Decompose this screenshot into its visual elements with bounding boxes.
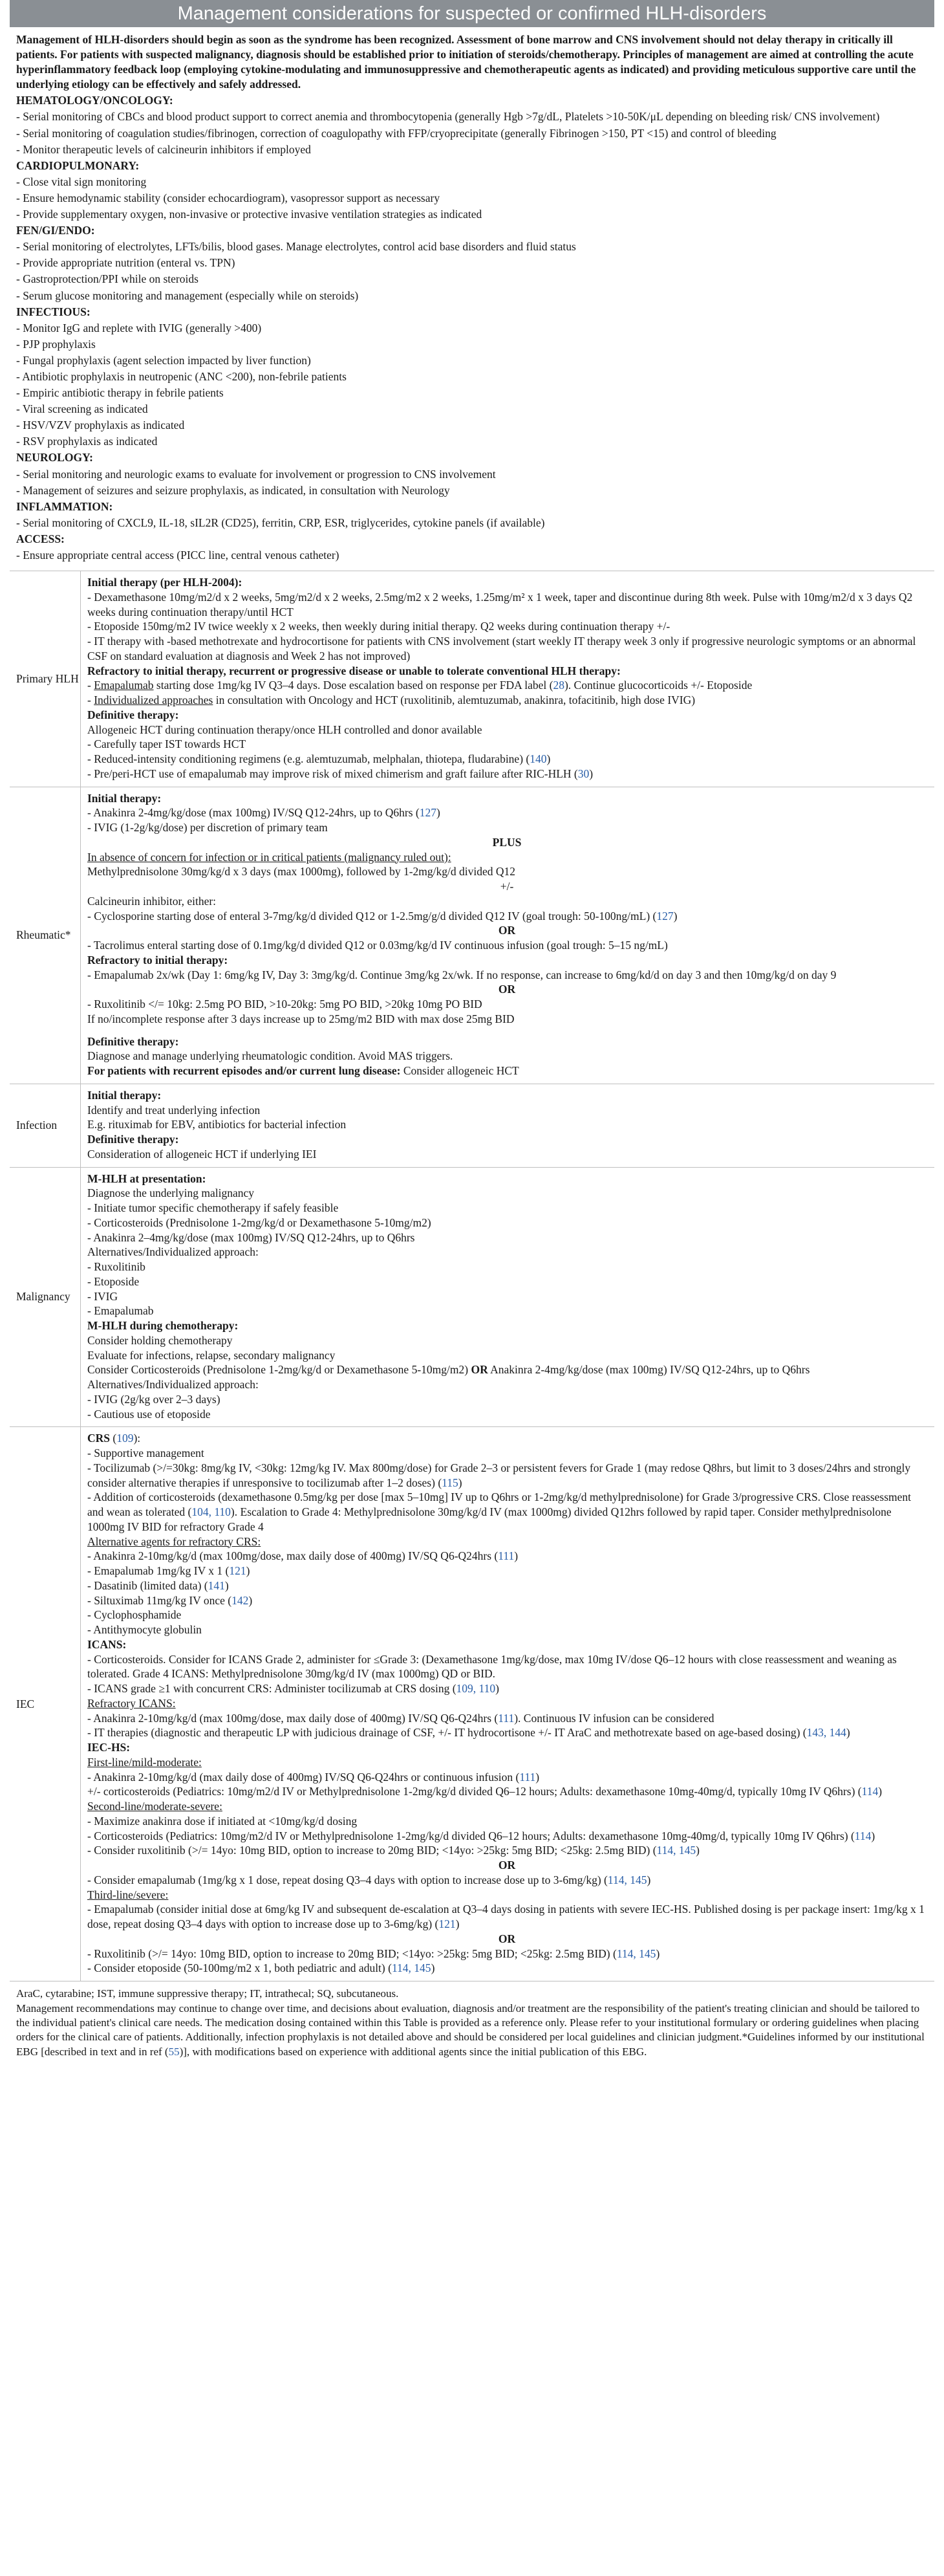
ref-link[interactable]: 111 bbox=[498, 1711, 515, 1725]
individualized-link[interactable]: Individualized approaches bbox=[94, 693, 213, 707]
ref-link[interactable]: 141 bbox=[208, 1578, 225, 1592]
table-title: Management considerations for suspected or confirmed HLH-disorders bbox=[10, 0, 934, 27]
general-infectious: INFECTIOUS: - Monitor IgG and replete with IVIG (generally >400) - PJP prophylaxis - Fungal prophylaxis (agent selection impacted by liver function) - Antibiotic prophylaxis in neutropenic (ANC <200), non-febrile patients - Empiric antibiotic therapy in febrile patients - Viral screening as indicated - HSV/VZV prophylaxis as indicated - RSV prophylaxis as indicated bbox=[16, 305, 347, 448]
row-primary-hlh: Primary HLH Initial therapy (per HLH-2004): - Dexamethasone 10mg/m2/d x 2 weeks, 5mg/m2/d x 2 weeks, 2.5mg/m2 x 2 weeks, 1.25mg/m² x 1 week, taper and discontinue during 8th week. Pulse with 10mg/m2/d x 3 days Q2 weeks during continuation therapy/until HCT - Etoposide 150mg/m2 IV twice weekly x 2 weeks, then weekly during initial therapy. Q2 weeks during continuation therapy +/- - IT therapy with -based methotrexate and hydrocortisone for patients with CNS involvement (start weekly IT therapy week 3 only if progressive neurologic symptoms or an abnormal CSF on standard evaluation at diagnosis and Week 2 has not improved) Refractory to initial therapy, recurrent or progressive disease or unable to tolerate conventional HLH therapy: - Emapalumab starting dose 1mg/kg IV Q3–4 days. Dose escalation based on response per FDA label (28). Continue glucocorticoids +/- Etoposide - Individualized approaches in consultation with Oncology and HCT (ruxolitinib, alemtuzumab, anakinra, tofacitinib, high dose IVIG) Definitive therapy: Allogeneic HCT during continuation therapy/once HLH controlled and donor available - Carefully taper IST towards HCT - Reduced-intensity conditioning regimens (e.g. alemtuzumab, melphalan, thiotepa, fludarabine) (140) - Pre/peri-HCT use of emapalumab may improve risk of mixed chimerism and graft failure after RIC-HLH (30) bbox=[10, 571, 934, 787]
general-cardio: CARDIOPULMONARY: - Close vital sign monitoring - Ensure hemodynamic stability (consider echocardiogram), vasopressor support as necessary - Provide supplementary oxygen, non-invasive or protective invasive ventilation strategies as indicated bbox=[16, 158, 482, 221]
ref-link[interactable]: 140 bbox=[530, 752, 547, 766]
general-fen: FEN/GI/ENDO: - Serial monitoring of electrolytes, LFTs/bilis, blood gases. Manage electrolytes, control acid base disorders and fluid status - Provide appropriate nutrition (enteral vs. TPN) - Gastroprotection/PPI while on steroids - Serum glucose monitoring and management (especially while on steroids) bbox=[16, 224, 576, 302]
general-heme: HEMATOLOGY/ONCOLOGY: - Serial monitoring of CBCs and blood product support to correct anemia and thrombocytopenia (generally Hgb >7g/dL, Platelets >10-50K/μL depending on bleeding risk/ CNS involvement) - Serial monitoring of coagulation studies/fibrinogen, correction of coagulopathy with FFP/cryoprecipitate (generally Fibrinogen >150, PT <15) and control of bleeding - Monitor therapeutic levels of calcineurin inhibitors if employed bbox=[16, 94, 880, 156]
row-label: Primary HLH bbox=[10, 571, 81, 787]
ref-link[interactable]: 104, 110 bbox=[191, 1505, 231, 1519]
ref-link[interactable]: 121 bbox=[438, 1917, 456, 1931]
row-label: Malignancy bbox=[10, 1168, 81, 1427]
general-neurology: NEUROLOGY: - Serial monitoring and neurologic exams to evaluate for involvement or progression to CNS involvement - Management of seizures and seizure prophylaxis, as indicated, in consultation with Neurology bbox=[16, 451, 496, 497]
row-label: IEC bbox=[10, 1427, 81, 1981]
intro-text: Management of HLH-disorders should begin as soon as the syndrome has been recognized. Assessment of bone marrow and CNS involvement should not delay therapy in critically ill patients. For patients with suspected malignancy, diagnosis should be established prior to initiation of steroids/chemotherapy. Principles of management are aimed at controlling the acute hyperinflammatory feedback loop (employing cytokine-modulating and immunosuppressive and chemotherapeutic agents as indicated) and providing meticulous supportive care until the underlying etiology can be effectively and safely addressed. bbox=[16, 33, 916, 91]
row-malignancy: Malignancy M-HLH at presentation: Diagnose the underlying malignancy - Initiate tumor specific chemotherapy if safely feasible - Corticosteroids (Prednisolone 1-2mg/kg/d or Dexamethasone 5-10mg/m2) - Anakinra 2–4mg/kg/dose (max 100mg) IV/SQ Q12-24hrs, up to Q6hrs Alternatives/Individualized approach: - Ruxolitinib - Etoposide - IVIG - Emapalumab M-HLH during chemotherapy: Consider holding chemotherapy Evaluate for infections, relapse, secondary malignancy Consider Corticosteroids (Prednisolone 1-2mg/kg/d or Dexamethasone 5-10mg/m2) OR Anakinra 2-4mg/kg/dose (max 100mg) IV/SQ Q12-24hrs, up to Q6hrs Alternatives/Individualized approach: - IVIG (2g/kg over 2–3 days) - Cautious use of etoposide bbox=[10, 1168, 934, 1428]
general-section bbox=[10, 27, 934, 571]
ref-link[interactable]: 109, 110 bbox=[456, 1682, 496, 1696]
ref-link[interactable]: 111 bbox=[498, 1549, 515, 1563]
ref-link[interactable]: 55 bbox=[168, 2045, 180, 2058]
ref-link[interactable]: 127 bbox=[656, 909, 674, 922]
ref-link[interactable]: 114, 145 bbox=[656, 1844, 696, 1857]
row-label: Rheumatic* bbox=[10, 787, 81, 1084]
ref-link[interactable]: 114, 145 bbox=[391, 1961, 431, 1975]
ref-link[interactable]: 114 bbox=[854, 1829, 872, 1842]
general-inflammation: INFLAMMATION: - Serial monitoring of CXCL9, IL-18, sIL2R (CD25), ferritin, CRP, ESR, triglycerides, cytokine panels (if available) bbox=[16, 499, 545, 529]
ref-link[interactable]: 143, 144 bbox=[806, 1726, 846, 1740]
ref-link[interactable]: 28 bbox=[553, 679, 564, 692]
row-iec: IEC CRS (109): - Supportive management - Tocilizumab (>/=30kg: 8mg/kg IV, <30kg: 12mg/kg IV. Max 800mg/dose) for Grade 2–3 or persistent fevers for Grade 1 (may redose Q8hrs, but limit to 3 doses/24hrs and strongly consider alternative therapies if unresponsive to tocilizumab after 1–2 doses) (115) - Addition of corticosteroids (dexamethasone 0.5mg/kg per dose [max 5–10mg] IV up to Q6hrs or 1-2mg/kg/d methylprednisolone) for Grade 3/progressive CRS. Close reassessment and wean as tolerated (104, 110). Escalation to Grade 4: Methylprednisolone 30mg/kg/d IV (max 1000mg) divided Q12hrs followed by rapid taper. Consider methylprednisolone 1000mg IV BID for refractory Grade 4 Alternative agents for refractory CRS: - Anakinra 2-10mg/kg/d (max 100mg/dose, max daily dose of 400mg) IV/SQ Q6-Q24hrs (111) - Emapalumab 1mg/kg IV x 1 (121) - Dasatinib (limited data) (141) - Siltuximab 11mg/kg IV once (142) - Cyclophosphamide - Antithymocyte globulin ICANS: - Corticosteroids. Consider for ICANS Grade 2, administer for ≤Grade 3: (Dexamethasone 1mg/kg/dose, max 10mg IV/dose Q6–12 hours with close reassessment and weaning as tolerated. Grade 4 ICANS: Methylprednisolone 30mg/kg/d IV (max 1000mg) QD or BID. - ICANS grade ≥1 with concurrent CRS: Administer tocilizumab at CRS dosing (109, 110) Refractory ICANS: - Anakinra 2-10mg/kg/d (max 100mg/dose, max daily dose of 400mg) IV/SQ Q6-Q24hrs (111). Continuous IV infusion can be considered - IT therapies (diagnostic and therapeutic LP with judicious drainage of CSF, +/- IT hydrocortisone +/- IT AraC and methotrexate based on age-based dosing) (143, 144) IEC-HS: First-line/mild-moderate: - Anakinra 2-10mg/kg/d (max daily dose of 400mg) IV/SQ Q6-Q24hrs or continuous infusion (111) +/- corticosteroids (Pediatrics: 10mg/m2/d IV or Methylprednisolone 1-2mg/kg/d divided Q6–12 hours; Adults: dexamethasone 10mg-40mg/d, typically 10mg IV Q6hrs) (114) Second-line/moderate-severe: - Maximize anakinra dose if initiated at <10mg/kg/d dosing - Corticosteroids (Pediatrics: 10mg/m2/d IV or Methylprednisolone 1-2mg/kg/d divided Q6–12 hours; Adults: dexamethasone 10mg-40mg/d, typically 10mg IV Q6hrs) (114) - Consider ruxolitinib (>/= 14yo: 10mg BID, option to increase to 20mg BID; <14yo: >25kg: 5mg BID; <25kg: 2.5mg BID) (114, 145) OR - Consider emapalumab (1mg/kg x 1 dose, repeat dosing Q3–4 days with option to increase dose up to 3-6mg/kg) (114, 145) Third-line/severe: - Emapalumab (consider initial dose at 6mg/kg IV and subsequent de-escalation at Q3–4 days dosing in patients with severe IEC-HS. Published dosing is per package insert: 1mg/kg x 1 dose, repeat dosing Q3–4 days with option to increase dose up to 3-6mg/kg) (121) OR - Ruxolitinib (>/= 14yo: 10mg BID, option to increase to 20mg BID; <14yo: >25kg: 5mg BID; <25kg: 2.5mg BID) (114, 145) - Consider etoposide (50-100mg/m2 x 1, both pediatric and adult) (114, 145) bbox=[10, 1427, 934, 1981]
ref-link[interactable]: 30 bbox=[577, 767, 590, 780]
page bbox=[10, 0, 934, 2576]
ref-link[interactable]: 142 bbox=[231, 1593, 249, 1607]
ref-link[interactable]: 111 bbox=[519, 1770, 536, 1784]
ref-link[interactable]: 114 bbox=[861, 1785, 879, 1798]
ref-link[interactable]: 127 bbox=[419, 806, 437, 820]
ref-link[interactable]: 109 bbox=[116, 1432, 134, 1445]
general-access: ACCESS: - Ensure appropriate central access (PICC line, central venous catheter) bbox=[16, 532, 339, 562]
ref-link[interactable]: 114, 145 bbox=[607, 1873, 647, 1886]
row-label: Infection bbox=[10, 1084, 81, 1167]
ref-link[interactable]: 121 bbox=[229, 1564, 246, 1578]
row-rheumatic: Rheumatic* Initial therapy: - Anakinra 2-4mg/kg/dose (max 100mg) IV/SQ Q12-24hrs, up to Q6hrs (127) - IVIG (1-2g/kg/dose) per discretion of primary team PLUS In absence of concern for infection or in critical patients (malignancy ruled out): Methylprednisolone 30mg/kg/d x 3 days (max 1000mg), followed by 1-2mg/kg/d divided Q12 +/- Calcineurin inhibitor, either: - Cyclosporine starting dose of enteral 3-7mg/kg/d divided Q12 or 1-2.5mg/g/d divided Q12 IV (goal trough: 50-100ng/mL) (127) OR - Tacrolimus enteral starting dose of 0.1mg/kg/d divided Q12 or 0.03mg/kg/d IV continuous infusion (goal trough: 5–15 ng/mL) Refractory to initial therapy: - Emapalumab 2x/wk (Day 1: 6mg/kg IV, Day 3: 3mg/kg/d. Continue 3mg/kg 2x/wk. If no response, can increase to 6mg/kd/d on day 3 and then 10mg/kg/d on day 9 OR - Ruxolitinib </= 10kg: 2.5mg PO BID, >10-20kg: 5mg PO BID, >20kg 10mg PO BID If no/incomplete response after 3 days increase up to 25mg/m2 BID with max dose 25mg BID Definitive therapy: Diagnose and manage underlying rheumatologic condition. Avoid MAS triggers. For patients with recurrent episodes and/or current lung disease: Consider allogeneic HCT bbox=[10, 787, 934, 1084]
ref-link[interactable]: 114, 145 bbox=[616, 1947, 656, 1960]
table-footnote: AraC, cytarabine; IST, immune suppressive therapy; IT, intrathecal; SQ, subcutaneous. Management recommendations may continue to change over time, and decisions about evaluation, diagnosis and/or treatment are the responsibility of the patient's treating clinician and should be tailored to the individual patient's clinical care needs. The medication dosing contained within this Table is provided as a reference only. Please refer to your institutional formulary or ordering guidelines when placing orders for the clinical care of patients. Additionally, infection prophylaxis is not detailed above and should be considered per local guidelines and clinician judgment.*Guidelines informed by our institutional EBG [described in text and in ref (55)], with modifications based on experience with additional agents since the initial publication of this EBG. bbox=[16, 1987, 925, 2058]
ref-link[interactable]: 115 bbox=[442, 1476, 458, 1489]
row-infection: Infection Initial therapy: Identify and treat underlying infection E.g. rituximab for EBV, antibiotics for bacterial infection Definitive therapy: Consideration of allogeneic HCT if underlying IEI bbox=[10, 1084, 934, 1168]
hlh-table bbox=[10, 0, 934, 2064]
emapalumab-link[interactable]: Emapalumab bbox=[94, 679, 154, 692]
